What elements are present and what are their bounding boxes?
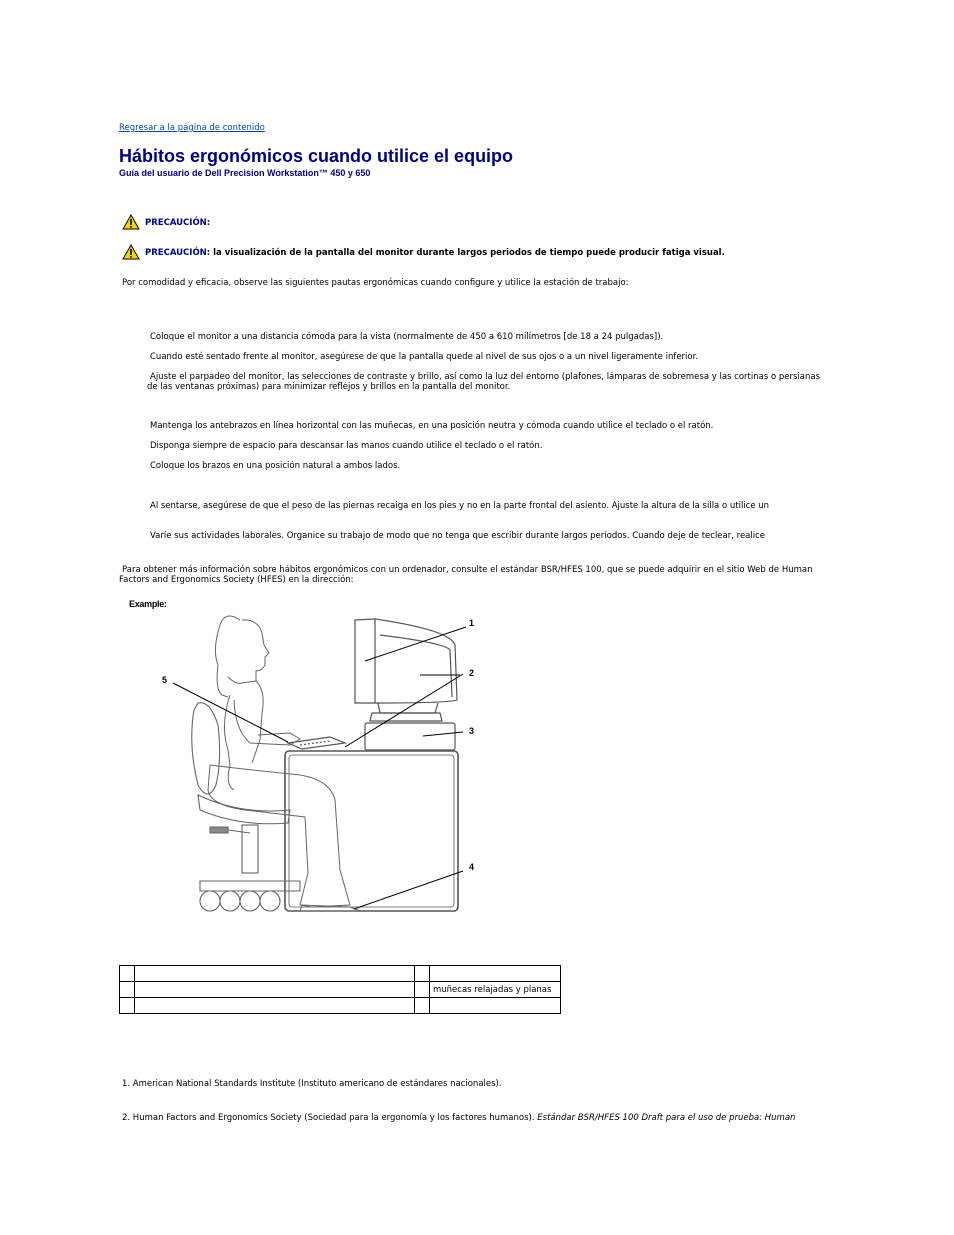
legend-table <box>119 965 561 1014</box>
callout-5: 5 <box>162 675 168 685</box>
guideline-arms-1: Mantenga los antebrazos en línea horizontal con las muñecas, en una posición neutra y cómoda cuando utilice el teclado o el ratón. <box>150 421 714 431</box>
table-cell <box>120 966 135 982</box>
table-cell <box>120 982 135 998</box>
intro-paragraph: Por comodidad y eficacia, observe las siguientes pautas ergonómicas cuando configure y utilice la estación de trabajo: <box>122 278 629 288</box>
table-cell <box>415 982 430 998</box>
caution-label: PRECAUCIÓN: <box>145 218 211 228</box>
table-cell <box>120 998 135 1014</box>
guideline-seat: Al sentarse, asegúrese de que el peso de las piernas recaiga en los pies y no en la parte frontal del asiento. Ajuste la altura de la silla o utilice un <box>150 501 770 511</box>
table-cell: muñecas relajadas y planas <box>430 982 561 998</box>
callout-2: 2 <box>469 668 475 678</box>
table-cell <box>430 966 561 982</box>
monitor-drawing <box>355 619 457 721</box>
caution-block-2 <box>122 244 140 264</box>
table-row <box>120 998 561 1014</box>
callout-4: 4 <box>469 862 475 872</box>
table-cell <box>430 998 561 1014</box>
table-cell <box>415 998 430 1014</box>
table-row <box>120 982 561 998</box>
table-row <box>120 966 561 982</box>
more-info-paragraph: Para obtener más información sobre hábitos ergonómicos con un ordenador, consulte el estándar BSR/HFES 100, que se puede adquirir en el sitio Web de Human Factors and Ergonomics Society (HFES) en la dirección: <box>119 565 813 585</box>
chair-drawing <box>192 703 300 911</box>
caution-body: la visualización de la pantalla del monitor durante largos periodos de tiempo puede producir fatiga visual. <box>210 248 725 258</box>
ergonomics-illustration <box>150 605 490 915</box>
table-cell <box>135 998 415 1014</box>
caution-block-1 <box>122 214 140 234</box>
guideline-monitor-1: Coloque el monitor a una distancia cómoda para la vista (normalmente de 450 a 610 milímetros [de 18 a 24 pulgadas]). <box>150 332 664 342</box>
table-cell <box>135 966 415 982</box>
caution-text-2 <box>145 248 725 258</box>
caution-label: PRECAUCIÓN: <box>145 248 211 258</box>
callout-3: 3 <box>469 726 475 736</box>
table-cell <box>135 982 415 998</box>
page-title: Hábitos ergonómicos cuando utilice el equipo <box>119 146 514 166</box>
footnote-2 <box>122 1113 795 1123</box>
warning-icon <box>122 214 140 230</box>
person-drawing <box>208 616 360 911</box>
guideline-arms-2: Disponga siempre de espacio para descansar las manos cuando utilice el teclado o el ratón. <box>150 441 543 451</box>
table-cell <box>415 966 430 982</box>
back-to-contents-link[interactable]: Regresar a la página de contenido <box>119 123 265 133</box>
page-subtitle: Guía del usuario de Dell Precision Workstation™ 450 y 650 <box>119 168 371 178</box>
desk-drawing <box>285 751 458 911</box>
computer-base-drawing <box>288 723 455 750</box>
guideline-monitor-3: Ajuste el parpadeo del monitor, las selecciones de contraste y brillo, así como la luz del entorno (plafones, lámparas de sobremesa y las cortinas o persianas de las ventanas próximas) para minimizar reflejos y brillos en la pantalla del monitor. <box>147 372 820 392</box>
figure-caption: Example: <box>129 599 167 609</box>
warning-icon <box>122 244 140 260</box>
footnote-2-italic: Estándar BSR/HFES 100 Draft para el uso de prueba: Human <box>537 1113 796 1123</box>
footnote-2-text: 2. Human Factors and Ergonomics Society (Sociedad para la ergonomía y los factores humanos). <box>122 1113 535 1123</box>
footnote-1: 1. American National Standards Institute (Instituto americano de estándares nacionales). <box>122 1079 502 1089</box>
caution-text-1 <box>145 218 210 228</box>
guideline-monitor-2: Cuando esté sentado frente al monitor, asegúrese de que la pantalla quede al nivel de sus ojos o a un nivel ligeramente inferior. <box>150 352 699 362</box>
guideline-arms-3: Coloque los brazos en una posición natural a ambos lados. <box>150 461 401 471</box>
callout-1: 1 <box>469 618 475 628</box>
callout-lines <box>173 627 466 909</box>
guideline-work: Varíe sus actividades laborales. Organice su trabajo de modo que no tenga que escribir durante largos períodos. Cuando deje de teclear, realice <box>150 531 766 541</box>
